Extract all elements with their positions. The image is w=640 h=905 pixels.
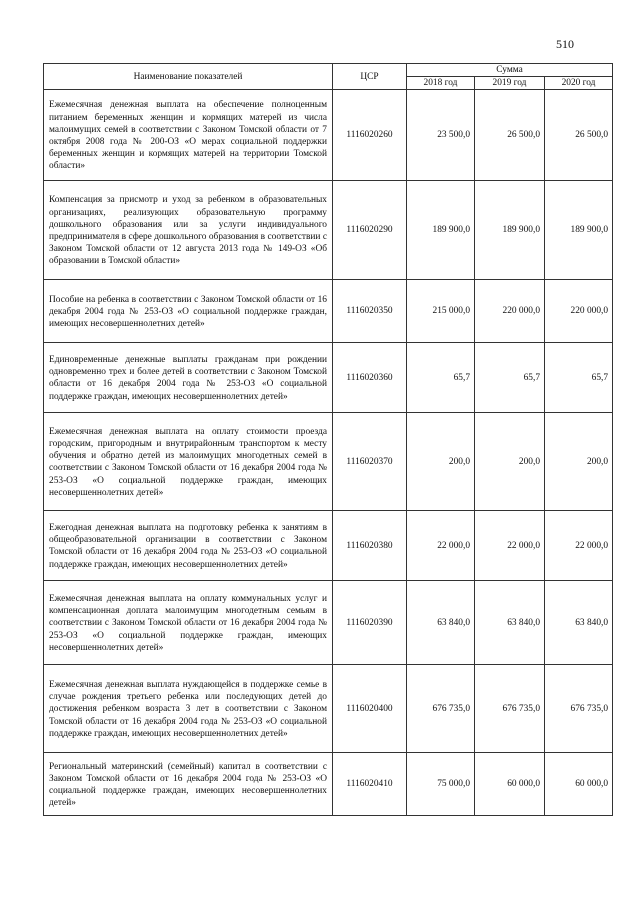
row-value-2018: 676 735,0 bbox=[407, 665, 475, 753]
row-code: 1116020360 bbox=[333, 343, 407, 413]
row-value-2019: 189 900,0 bbox=[475, 181, 545, 280]
row-value-2020: 26 500,0 bbox=[545, 90, 613, 181]
row-value-2019: 22 000,0 bbox=[475, 511, 545, 581]
row-value-2020: 220 000,0 bbox=[545, 280, 613, 343]
row-value-2020: 60 000,0 bbox=[545, 753, 613, 816]
row-value-2018: 215 000,0 bbox=[407, 280, 475, 343]
row-name: Единовременные денежные выплаты гражданам при рождении одновременно трех и более детей в соответствии с Законом Томской области от 16 декабря 2004 года № 253-ОЗ «О социальной поддержке граждан, имеющих несовершеннолетних детей» bbox=[44, 343, 333, 413]
row-value-2018: 189 900,0 bbox=[407, 181, 475, 280]
row-name: Пособие на ребенка в соответствии с Законом Томской области от 16 декабря 2004 года № 253-ОЗ «О социальной поддержке граждан, имеющих несовершеннолетних детей» bbox=[44, 280, 333, 343]
row-value-2020: 63 840,0 bbox=[545, 581, 613, 665]
budget-table bbox=[43, 63, 613, 816]
row-code: 1116020350 bbox=[333, 280, 407, 343]
row-value-2018: 200,0 bbox=[407, 413, 475, 511]
row-value-2020: 189 900,0 bbox=[545, 181, 613, 280]
table-row bbox=[44, 413, 613, 511]
row-value-2019: 63 840,0 bbox=[475, 581, 545, 665]
row-code: 1116020290 bbox=[333, 181, 407, 280]
row-name: Ежемесячная денежная выплата нуждающейся в поддержке семье в случае рождения третьего ребенка или последующих детей до достижения ребенком возраста 3 лет в соответствии с Законом Томской области от 16 декабря 2004 года № 253-ОЗ «О социальной поддержке граждан, имеющих несовершеннолетних детей» bbox=[44, 665, 333, 753]
table-row bbox=[44, 581, 613, 665]
row-name: Ежемесячная денежная выплата на обеспечение полноценным питанием беременных женщин и кормящих матерей из числа малоимущих семей в соответствии с Законом Томской области от 7 октября 2008 года № 200-ОЗ «О мерах социальной поддержки беременных женщин и кормящих матерей на территории Томской области» bbox=[44, 90, 333, 181]
row-name: Ежемесячная денежная выплата на оплату стоимости проезда городским, пригородным и внутрирайонным транспортом к месту обучения и обратно детей из малоимущих многодетных семей в соответствии с Законом Томской области от 16 декабря 2004 года № 253-ОЗ «О социальной поддержке граждан, имеющих несовершеннолетних детей» bbox=[44, 413, 333, 511]
row-value-2018: 22 000,0 bbox=[407, 511, 475, 581]
row-value-2018: 65,7 bbox=[407, 343, 475, 413]
row-code: 1116020410 bbox=[333, 753, 407, 816]
table-body bbox=[44, 90, 613, 816]
header-name: Наименование показателей bbox=[44, 64, 333, 90]
row-name: Региональный материнский (семейный) капитал в соответствии с Законом Томской области от 16 декабря 2004 года № 253-ОЗ «О социальной поддержке граждан, имеющих несовершеннолетних детей» bbox=[44, 753, 333, 816]
row-value-2019: 60 000,0 bbox=[475, 753, 545, 816]
row-value-2019: 676 735,0 bbox=[475, 665, 545, 753]
row-value-2020: 200,0 bbox=[545, 413, 613, 511]
row-value-2018: 63 840,0 bbox=[407, 581, 475, 665]
row-value-2018: 75 000,0 bbox=[407, 753, 475, 816]
row-name: Ежемесячная денежная выплата на оплату коммунальных услуг и компенсационная доплата малоимущим многодетным семьям в соответствии с Законом Томской области от 16 декабря 2004 года № 253-ОЗ «О социальной поддержке граждан, имеющих несовершеннолетних детей» bbox=[44, 581, 333, 665]
table-header bbox=[44, 64, 613, 90]
header-year-2018: 2018 год bbox=[407, 77, 475, 90]
row-code: 1116020260 bbox=[333, 90, 407, 181]
row-value-2020: 676 735,0 bbox=[545, 665, 613, 753]
header-year-2019: 2019 год bbox=[475, 77, 545, 90]
header-year-2020: 2020 год bbox=[545, 77, 613, 90]
row-value-2019: 26 500,0 bbox=[475, 90, 545, 181]
table-row bbox=[44, 665, 613, 753]
page-number: 510 bbox=[556, 37, 574, 51]
row-value-2019: 220 000,0 bbox=[475, 280, 545, 343]
row-code: 1116020400 bbox=[333, 665, 407, 753]
row-value-2019: 200,0 bbox=[475, 413, 545, 511]
table-row bbox=[44, 753, 613, 816]
header-code: ЦСР bbox=[333, 64, 407, 90]
row-value-2020: 22 000,0 bbox=[545, 511, 613, 581]
table-row bbox=[44, 90, 613, 181]
row-name: Ежегодная денежная выплата на подготовку ребенка к занятиям в общеобразовательной организации в соответствии с Законом Томской области от 16 декабря 2004 года № 253-ОЗ «О социальной поддержке граждан, имеющих несовершеннолетних детей» bbox=[44, 511, 333, 581]
row-name: Компенсация за присмотр и уход за ребенком в образовательных организациях, реализующих образовательную программу дошкольного образования или за услуги индивидуального предпринимателя в сфере дошкольного образования в соответствии с Законом Томской области от 12 августа 2013 года № 149-ОЗ «Об образовании в Томской области» bbox=[44, 181, 333, 280]
row-code: 1116020370 bbox=[333, 413, 407, 511]
row-value-2018: 23 500,0 bbox=[407, 90, 475, 181]
table-row bbox=[44, 280, 613, 343]
table-row bbox=[44, 343, 613, 413]
row-code: 1116020390 bbox=[333, 581, 407, 665]
row-value-2019: 65,7 bbox=[475, 343, 545, 413]
header-sum: Сумма bbox=[407, 64, 613, 77]
row-code: 1116020380 bbox=[333, 511, 407, 581]
table-row bbox=[44, 181, 613, 280]
row-value-2020: 65,7 bbox=[545, 343, 613, 413]
table-row bbox=[44, 511, 613, 581]
